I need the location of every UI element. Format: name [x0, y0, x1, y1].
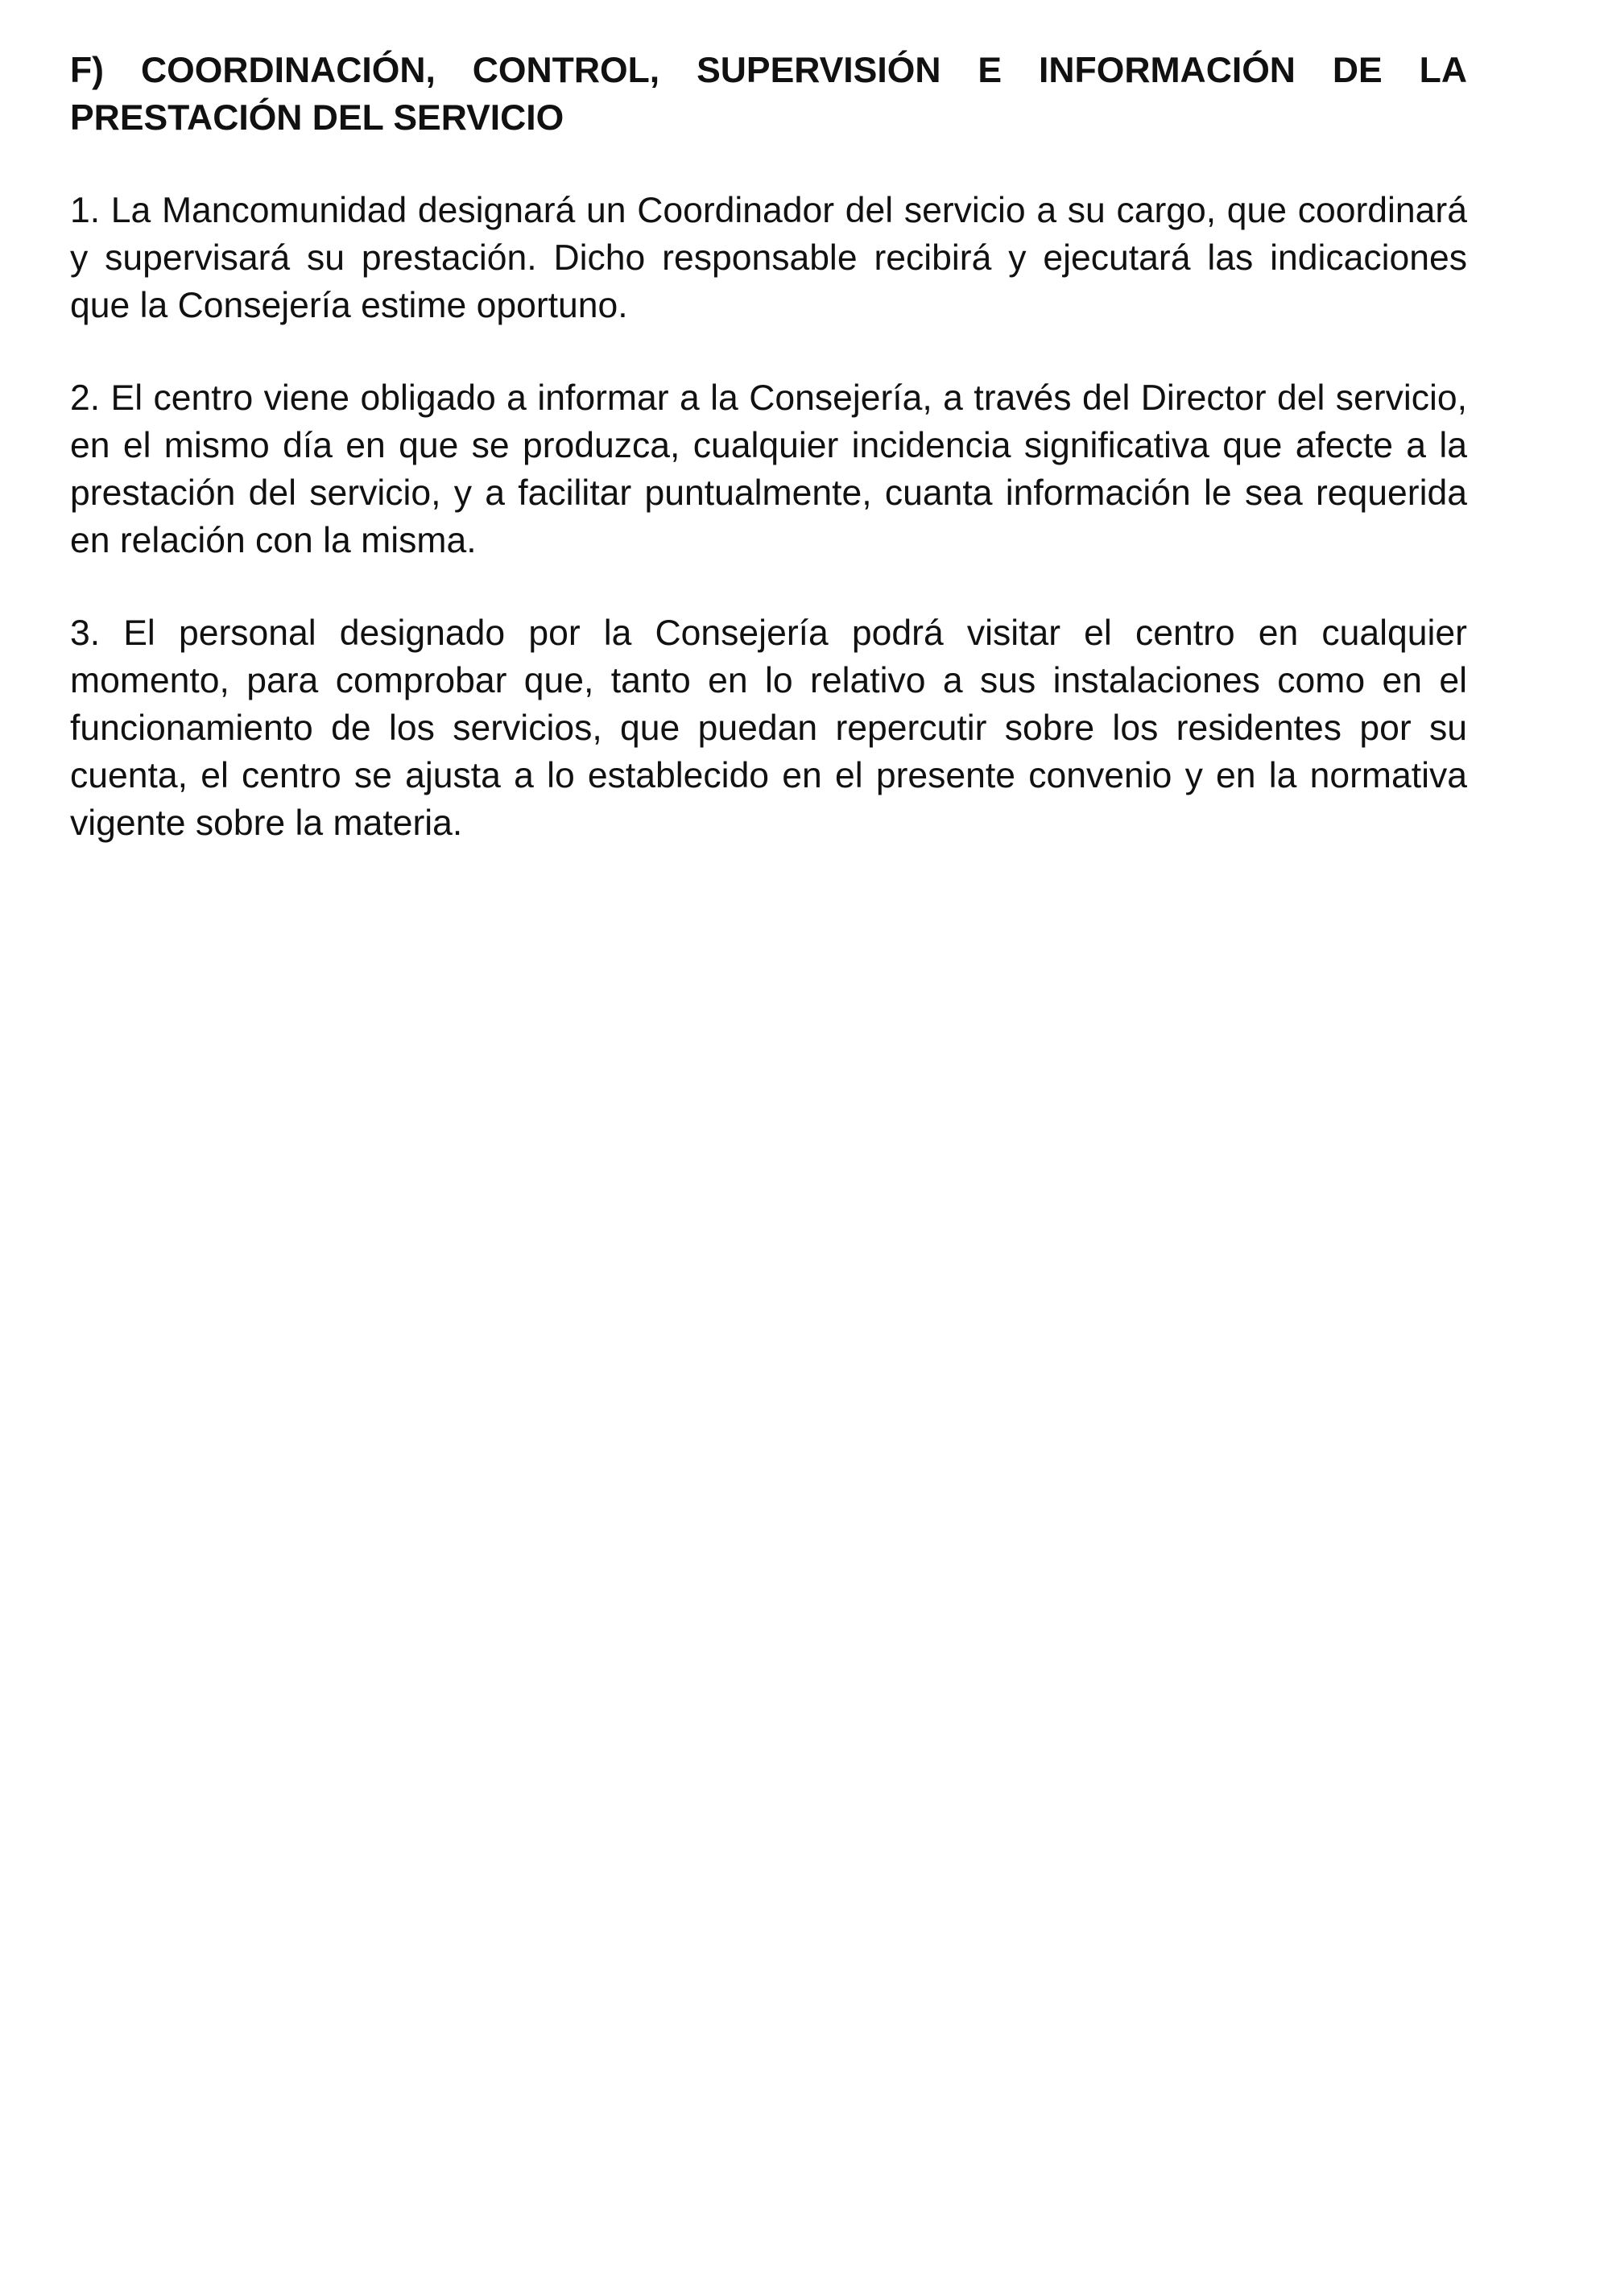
document-body	[70, 47, 1467, 892]
paragraph-1: 1. La Mancomunidad designará un Coordinador del servicio a su cargo, que coordinará y supervisará su prestación. Dicho responsable recibirá y ejecutará las indicaciones que la Consejería estime oportuno.	[70, 191, 1467, 325]
paragraph-3: 3. El personal designado por la Consejería podrá visitar el centro en cualquier momento, para comprobar que, tanto en lo relativo a sus instalaciones como en el funcionamiento de los servicios, que puedan repercutir sobre los residentes por su cuenta, el centro se ajusta a lo establecido en el presente convenio y en la normativa vigente sobre la materia.	[70, 613, 1467, 843]
section-heading: F) COORDINACIÓN, CONTROL, SUPERVISIÓN E INFORMACIÓN DE LA PRESTACIÓN DEL SERVICIO	[70, 51, 1467, 138]
paragraph-2: 2. El centro viene obligado a informar a la Consejería, a través del Director del servicio, en el mismo día en que se produzca, cualquier incidencia significativa que afecte a la prestación del servicio, y a facilitar puntualmente, cuanta información le sea requerida en relación con la misma.	[70, 378, 1467, 560]
